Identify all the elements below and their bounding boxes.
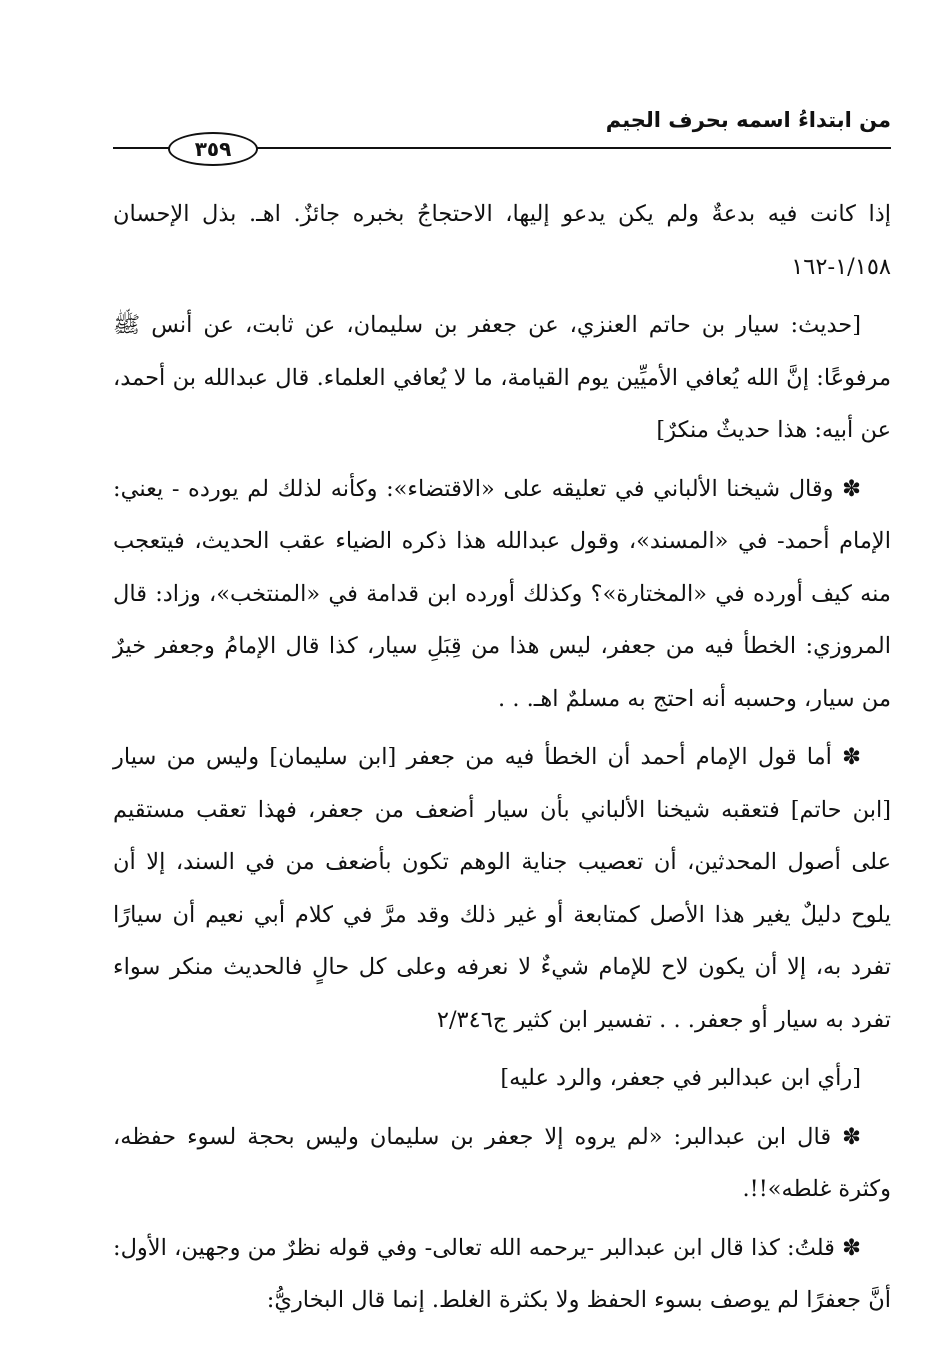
paragraph-3: ✽ وقال شيخنا الألباني في تعليقه على «الاقتضاء»: وكأنه لذلك لم يورده - يعني: الإمام أحمد- في «المسند»، وقول عبدالله هذا ذكره الضياء عقب الحديث، فيتعجب منه كيف أورده في «المختارة»؟ وكذلك أورده ابن قدامة في «المنتخب»، وزاد: قال المروزي: الخطأ فيه من جعفر، ليس هذا من قِبَلِ سيار، كذا قال الإمامُ وجعفر خيرٌ من سيار، وحسبه أنه احتج به مسلمٌ اهـ. . . xyxy=(113,475,891,712)
section-heading: [رأي ابن عبدالبر في جعفر، والرد عليه] xyxy=(500,1065,861,1091)
paragraph-5: ✽ قال ابن عبدالبر: «لم يروه إلا جعفر بن سليمان وليس بحجة لسوء حفظه، وكثرة غلطه»!!. xyxy=(113,1123,891,1202)
page-number: ٣٥٩ xyxy=(168,132,258,166)
running-title: من ابتداءُ اسمه بحرف الجيم xyxy=(605,108,891,132)
paragraph-2: [حديث: سيار بن حاتم العنزي، عن جعفر بن سليمان، عن ثابت، عن أنس ﷺ مرفوعًا: إنَّ الله يُعافي الأميِّين يوم القيامة، ما لا يُعافي العلماء. قال عبدالله بن أحمد، عن أبيه: هذا حديثٌ منكرٌ] xyxy=(113,312,891,443)
page-header xyxy=(113,108,891,160)
body-text xyxy=(113,188,891,1333)
paragraph-4: ✽ أما قول الإمام أحمد أن الخطأ فيه من جعفر [ابن سليمان] وليس من سيار [ابن حاتم] فتعقبه شيخنا الألباني بأن سيار أضعف من جعفر، فهذا تعقب مستقيم على أصول المحدثين، أن تعصيب جناية الوهم تكون بأضعف من في السند، إلا أن يلوح دليلٌ يغير هذا الأصل كمتابعة أو غير ذلك وقد مرَّ في كلام أبي نعيم أن سيارًا تفرد به، إلا أن يكون لاح للإمام شيءٌ لا نعرفه وعلى كل حالٍ فالحديث منكر سواء تفرد به سيار أو جعفر. . . تفسير ابن كثير ج٢/٣٤٦ xyxy=(113,744,891,1033)
paragraph-1: إذا كانت فيه بدعةٌ ولم يكن يدعو إليها، الاحتجاجُ بخبره جائزٌ. اهـ. بذل الإحسان ١/١٥٨-١٦٢ xyxy=(113,201,891,280)
paragraph-6: ✽ قلتُ: كذا قال ابن عبدالبر -يرحمه الله تعالى- وفي قوله نظرٌ من وجهين، الأول: أنَّ جعفرًا لم يوصف بسوء الحفظ ولا بكثرة الغلط. إنما قال البخاريُّ: xyxy=(113,1234,891,1313)
